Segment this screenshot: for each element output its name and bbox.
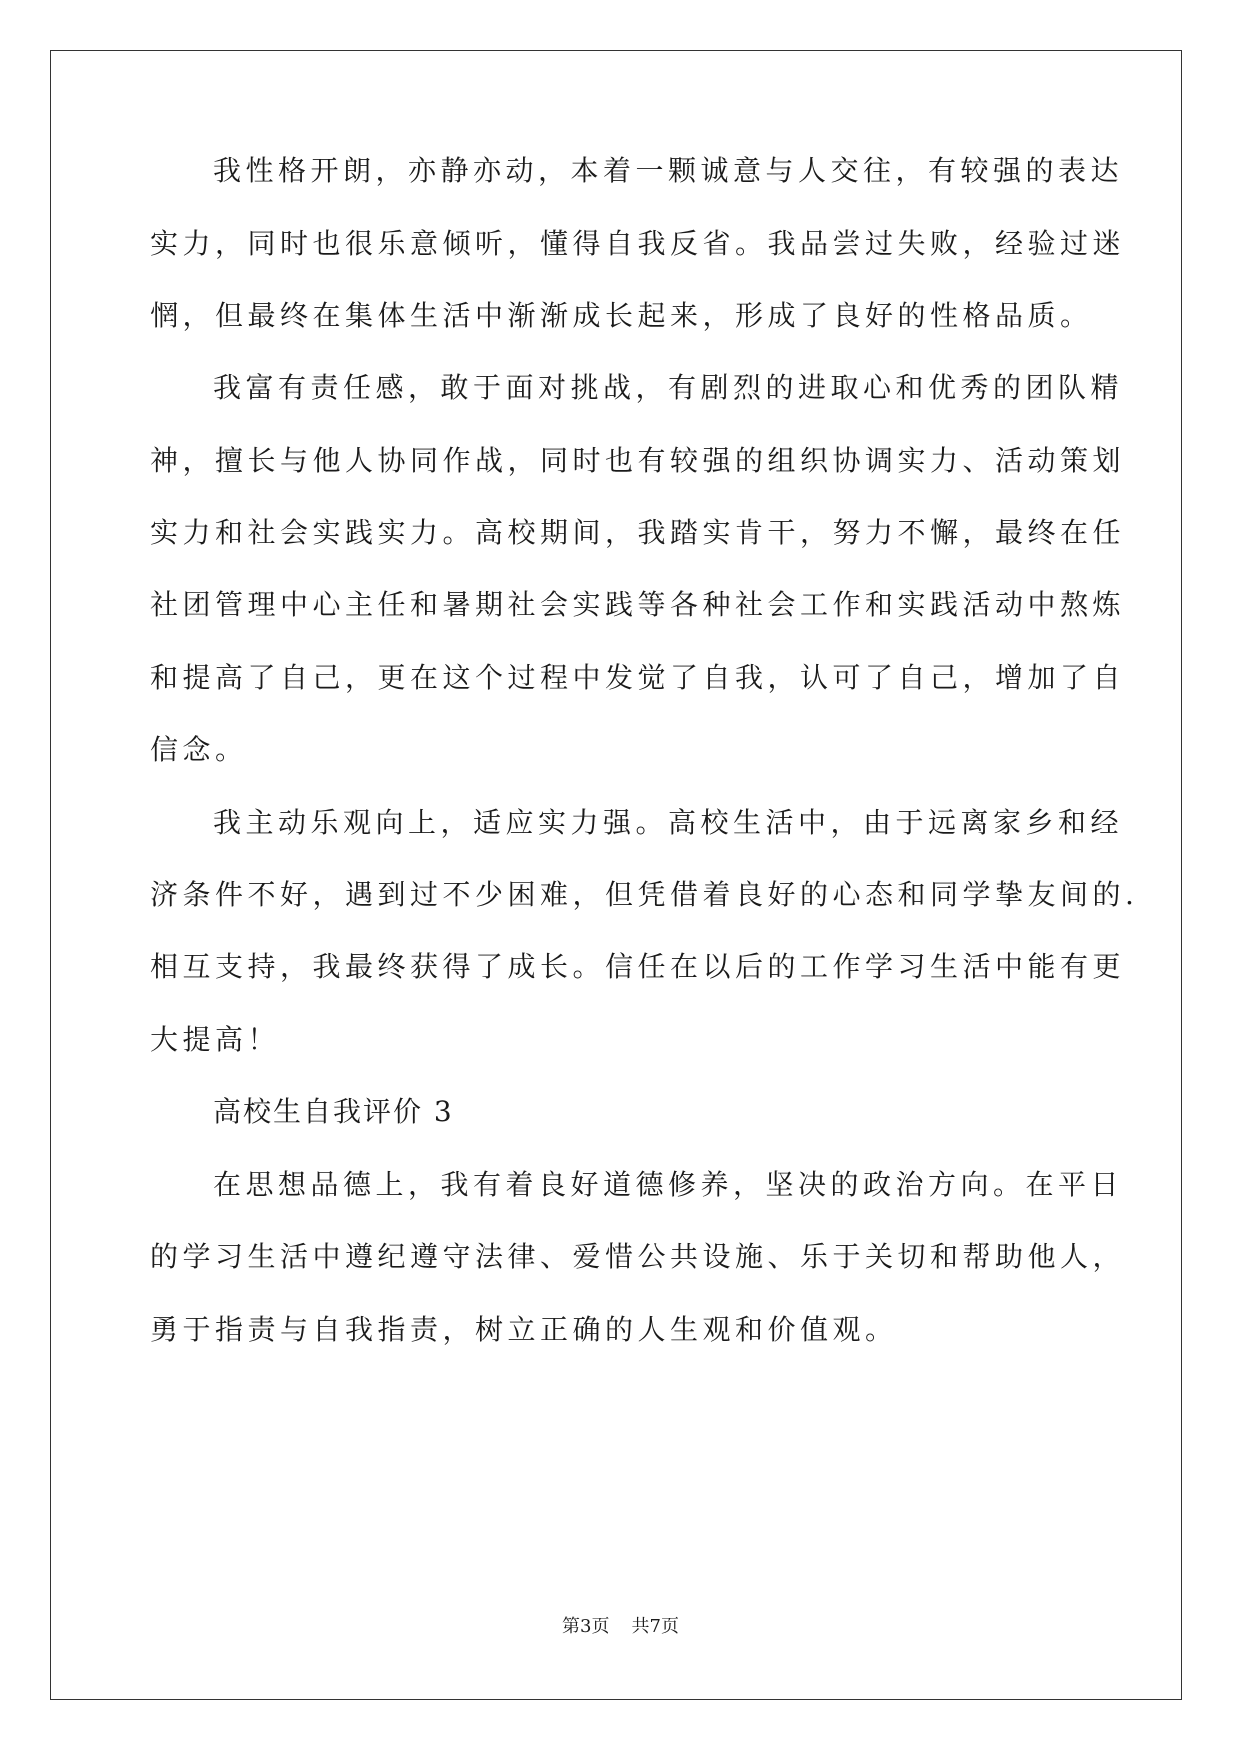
paragraph-2-line-6: 信念。 — [150, 733, 248, 766]
paragraph-4-line-2: 的学习生活中遵纪遵守法律、爱惜公共设施、乐于关切和帮助他人， — [150, 1240, 1126, 1273]
section-heading: 高校生自我评价 3 — [213, 1095, 454, 1128]
paragraph-1-line-2: 实力，同时也很乐意倾听，懂得自我反省。我品尝过失败，经验过迷 — [150, 227, 1126, 260]
current-page-label: 第3页 — [562, 1616, 610, 1637]
paragraph-3-line-3: 相互支持，我最终获得了成长。信任在以后的工作学习生活中能有更 — [150, 950, 1126, 983]
paragraph-4-line-3: 勇于指责与自我指责，树立正确的人生观和价值观。 — [150, 1313, 898, 1346]
page-footer — [0, 1615, 1241, 1639]
paragraph-2-line-1: 我富有责任感，敢于面对挑战，有剧烈的进取心和优秀的团队精 — [213, 371, 1124, 404]
paragraph-2-line-3: 实力和社会实践实力。高校期间，我踏实肯干，努力不懈，最终在任 — [150, 516, 1126, 549]
paragraph-3-line-1: 我主动乐观向上，适应实力强。高校生活中，由于远离家乡和经 — [213, 806, 1124, 839]
paragraph-2-line-4: 社团管理中心主任和暑期社会实践等各种社会工作和实践活动中熬炼 — [150, 588, 1126, 621]
total-pages-label: 共7页 — [631, 1616, 679, 1637]
paragraph-3-line-2: 济条件不好，遇到过不少困难，但凭借着良好的心态和同学挚友间的. — [150, 878, 1139, 911]
paragraph-1-line-3: 惘，但最终在集体生活中渐渐成长起来，形成了良好的性格品质。 — [150, 299, 1093, 332]
paragraph-4-line-1: 在思想品德上，我有着良好道德修养，坚决的政治方向。在平日 — [213, 1168, 1124, 1201]
paragraph-3-line-4: 大提高！ — [150, 1023, 281, 1056]
paragraph-2-line-5: 和提高了自己，更在这个过程中发觉了自我，认可了自己，增加了自 — [150, 661, 1126, 694]
paragraph-2-line-2: 神，擅长与他人协同作战，同时也有较强的组织协调实力、活动策划 — [150, 444, 1126, 477]
paragraph-1-line-1: 我性格开朗，亦静亦动，本着一颗诚意与人交往，有较强的表达 — [213, 154, 1124, 187]
